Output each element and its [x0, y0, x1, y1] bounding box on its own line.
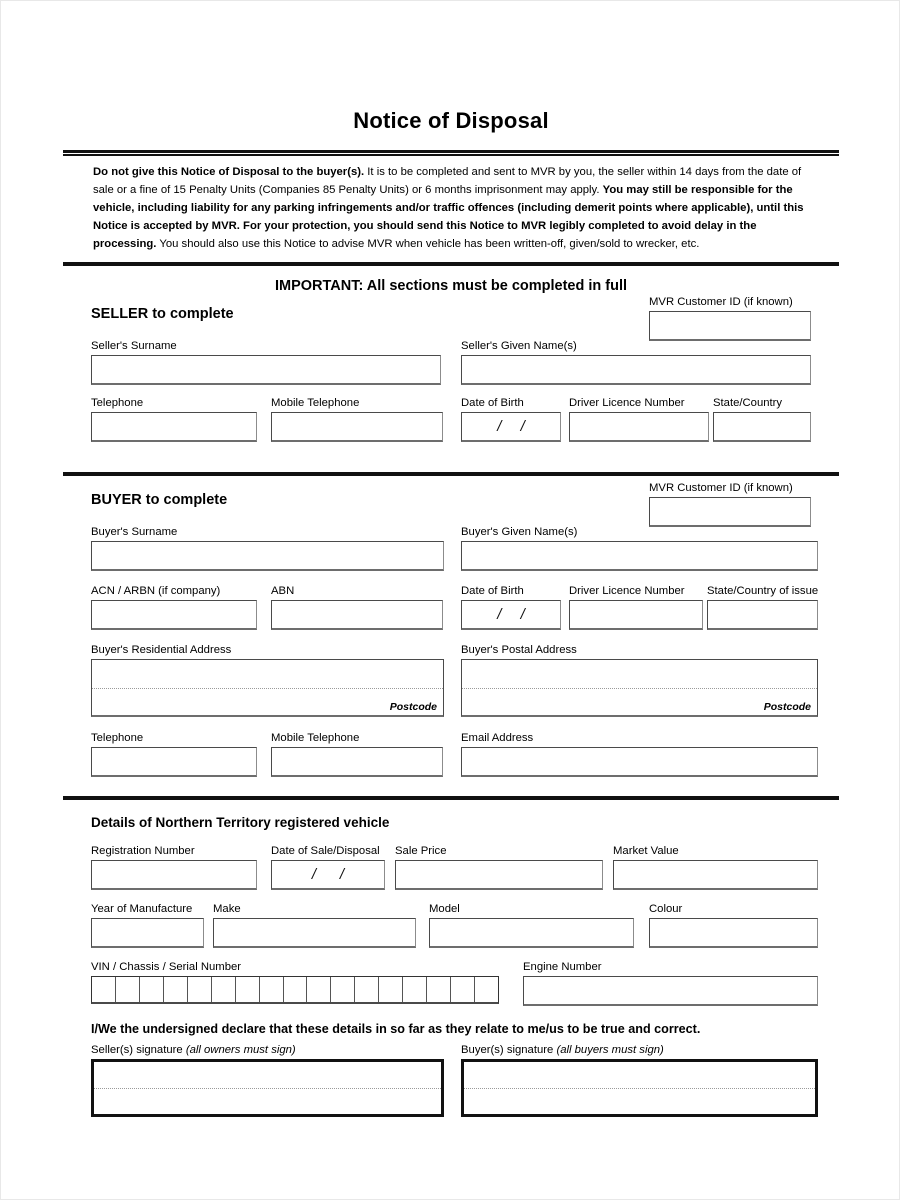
buyer-signature-label-text: Buyer(s) signature	[461, 1044, 557, 1057]
seller-dob-slash-1: /	[497, 418, 502, 436]
seller-signature-note: (all owners must sign)	[185, 1044, 296, 1057]
model-input[interactable]	[429, 918, 634, 948]
seller-given-names-label: Seller's Given Name(s)	[461, 340, 577, 353]
vin-cell[interactable]	[307, 977, 331, 1002]
sale-price-label: Sale Price	[395, 845, 447, 858]
buyer-mobile-field	[271, 732, 443, 777]
buyer-postal-address-label: Buyer's Postal Address	[461, 644, 577, 657]
date-of-sale-field	[271, 845, 385, 890]
buyer-email-input[interactable]	[461, 747, 818, 777]
buyer-state-country-field	[707, 585, 818, 630]
seller-telephone-label: Telephone	[91, 397, 144, 410]
buyer-dob-input[interactable]	[461, 600, 561, 630]
vin-cell[interactable]	[140, 977, 164, 1002]
seller-licence-label: Driver Licence Number	[569, 397, 685, 410]
seller-dob-slashes	[462, 413, 560, 440]
buyer-signature-label	[461, 1044, 818, 1056]
divider-warning-bottom	[63, 262, 839, 266]
registration-number-field	[91, 845, 257, 890]
seller-surname-input[interactable]	[91, 355, 441, 385]
buyer-dob-slash-2: /	[520, 606, 525, 624]
year-of-manufacture-input[interactable]	[91, 918, 204, 948]
buyer-dob-field	[461, 585, 561, 630]
vin-cell[interactable]	[164, 977, 188, 1002]
postal-address-divider	[462, 688, 817, 689]
buyer-signature-divider	[464, 1088, 815, 1089]
seller-mvr-customer-id-label: MVR Customer ID (if known)	[649, 296, 793, 309]
seller-state-country-label: State/Country	[713, 397, 783, 410]
date-of-sale-slashes	[272, 861, 384, 888]
seller-mobile-input[interactable]	[271, 412, 443, 442]
vin-cell[interactable]	[116, 977, 140, 1002]
seller-signature-label	[91, 1044, 444, 1056]
buyer-state-country-input[interactable]	[707, 600, 818, 630]
buyer-residential-address-input[interactable]	[91, 659, 444, 717]
buyer-mvr-customer-id-input[interactable]	[649, 497, 811, 527]
seller-mvr-customer-id-input[interactable]	[649, 311, 811, 341]
date-of-sale-input[interactable]	[271, 860, 385, 890]
vin-cell[interactable]	[379, 977, 403, 1002]
seller-section-heading: SELLER to complete	[91, 306, 234, 323]
model-field	[429, 903, 634, 948]
buyer-residential-address-label: Buyer's Residential Address	[91, 644, 232, 657]
market-value-label: Market Value	[613, 845, 679, 858]
buyer-signature-field	[461, 1044, 818, 1117]
buyer-mvr-customer-id-field	[649, 482, 811, 527]
buyer-postal-address-input[interactable]	[461, 659, 818, 717]
buyer-acn-input[interactable]	[91, 600, 257, 630]
colour-input[interactable]	[649, 918, 818, 948]
seller-state-country-input[interactable]	[713, 412, 811, 442]
seller-given-names-input[interactable]	[461, 355, 811, 385]
date-of-sale-label: Date of Sale/Disposal	[271, 845, 380, 858]
buyer-telephone-label: Telephone	[91, 732, 144, 745]
vin-cell[interactable]	[427, 977, 451, 1002]
seller-mvr-customer-id-field	[649, 296, 811, 341]
seller-signature-box[interactable]	[91, 1059, 444, 1117]
registration-number-input[interactable]	[91, 860, 257, 890]
seller-signature-label-text: Seller(s) signature	[91, 1044, 186, 1057]
buyer-telephone-field	[91, 732, 257, 777]
seller-dob-label: Date of Birth	[461, 397, 524, 410]
vin-cell[interactable]	[188, 977, 212, 1002]
warning-paragraph	[93, 164, 811, 253]
sale-price-field	[395, 845, 603, 890]
declaration-text: I/We the undersigned declare that these details in so far as they relate to me/us to be true and correct.	[91, 1022, 701, 1037]
buyer-dob-label: Date of Birth	[461, 585, 524, 598]
vin-cell[interactable]	[475, 977, 498, 1002]
divider-top	[63, 150, 839, 156]
buyer-signature-box[interactable]	[461, 1059, 818, 1117]
date-of-sale-slash-2: /	[339, 866, 345, 884]
registration-number-label: Registration Number	[91, 845, 195, 858]
buyer-abn-field	[271, 585, 443, 630]
year-of-manufacture-field	[91, 903, 204, 948]
buyer-email-label: Email Address	[461, 732, 534, 745]
seller-dob-input[interactable]	[461, 412, 561, 442]
seller-surname-field	[91, 340, 441, 385]
vin-cell[interactable]	[92, 977, 116, 1002]
buyer-residential-address-field	[91, 644, 444, 717]
vin-cell[interactable]	[331, 977, 355, 1002]
buyer-acn-label: ACN / ARBN (if company)	[91, 585, 221, 598]
buyer-abn-label: ABN	[271, 585, 295, 598]
seller-mobile-field	[271, 397, 443, 442]
vin-cell[interactable]	[236, 977, 260, 1002]
seller-signature-divider	[94, 1088, 441, 1089]
seller-licence-field	[569, 397, 709, 442]
date-of-sale-slash-1: /	[311, 866, 317, 884]
warning-normal-1: It is to be completed and sent to MVR by you, the seller within 14 days from the date of sale or a fine of 15 Penalty Units (Companies 85 Penalty Units) or 6 months imprisonment may apply.	[93, 166, 802, 197]
model-label: Model	[429, 903, 460, 916]
vin-cell[interactable]	[355, 977, 379, 1002]
buyer-given-names-field	[461, 526, 818, 571]
postal-postcode-label: Postcode	[763, 701, 811, 714]
buyer-telephone-input[interactable]	[91, 747, 257, 777]
important-notice: IMPORTANT: All sections must be completed in full	[274, 278, 628, 295]
buyer-licence-field	[569, 585, 703, 630]
vin-cell[interactable]	[284, 977, 308, 1002]
make-field	[213, 903, 416, 948]
seller-dob-field	[461, 397, 561, 442]
make-input[interactable]	[213, 918, 416, 948]
seller-state-country-field	[713, 397, 811, 442]
buyer-signature-note: (all buyers must sign)	[556, 1044, 664, 1057]
seller-telephone-input[interactable]	[91, 412, 257, 442]
buyer-state-country-label: State/Country of issue	[707, 585, 819, 598]
market-value-field	[613, 845, 818, 890]
seller-given-names-field	[461, 340, 811, 385]
seller-mobile-label: Mobile Telephone	[271, 397, 360, 410]
buyer-mobile-input[interactable]	[271, 747, 443, 777]
residential-address-divider	[92, 688, 443, 689]
vin-cell[interactable]	[403, 977, 427, 1002]
buyer-surname-label: Buyer's Surname	[91, 526, 178, 539]
seller-dob-slash-2: /	[520, 418, 525, 436]
residential-postcode-label: Postcode	[389, 701, 437, 714]
vin-field	[91, 961, 499, 1004]
buyer-abn-input[interactable]	[271, 600, 443, 630]
engine-number-field	[523, 961, 818, 1006]
buyer-dob-slashes	[462, 601, 560, 628]
engine-number-label: Engine Number	[523, 961, 602, 974]
year-of-manufacture-label: Year of Manufacture	[91, 903, 193, 916]
page-title: Notice of Disposal	[353, 108, 549, 133]
engine-number-input[interactable]	[523, 976, 818, 1006]
buyer-surname-input[interactable]	[91, 541, 444, 571]
colour-label: Colour	[649, 903, 683, 916]
warning-normal-2: You should also use this Notice to advise MVR when vehicle has been written-off, given/sold to wrecker, etc.	[156, 237, 700, 250]
warning-bold-lead: Do not give this Notice of Disposal to the buyer(s).	[93, 166, 365, 179]
warning-bold-2: You may still be responsible for the vehicle, including liability for any parking infringements and/or traffic offences (including demerit points where applicable), until this Notice is accepted by MVR. For your protection, you should send this Notice to MVR legibly completed to avoid delay in the processing.	[93, 184, 804, 250]
vin-cell[interactable]	[212, 977, 236, 1002]
buyer-mobile-label: Mobile Telephone	[271, 732, 360, 745]
vin-label: VIN / Chassis / Serial Number	[91, 961, 242, 974]
buyer-given-names-label: Buyer's Given Name(s)	[461, 526, 578, 539]
colour-field	[649, 903, 818, 948]
buyer-email-field	[461, 732, 818, 777]
make-label: Make	[213, 903, 241, 916]
vehicle-section-heading: Details of Northern Territory registered vehicle	[91, 815, 390, 831]
vin-character-boxes[interactable]	[91, 976, 499, 1004]
buyer-licence-input[interactable]	[569, 600, 703, 630]
seller-licence-input[interactable]	[569, 412, 709, 442]
buyer-dob-slash-1: /	[497, 606, 502, 624]
seller-telephone-field	[91, 397, 257, 442]
vin-cell[interactable]	[260, 977, 284, 1002]
buyer-section-heading: BUYER to complete	[91, 492, 228, 509]
vin-cell[interactable]	[451, 977, 475, 1002]
buyer-surname-field	[91, 526, 444, 571]
sale-price-input[interactable]	[395, 860, 603, 890]
buyer-postal-address-field	[461, 644, 818, 717]
seller-signature-field	[91, 1044, 444, 1117]
market-value-input[interactable]	[613, 860, 818, 890]
buyer-licence-label: Driver Licence Number	[569, 585, 685, 598]
buyer-acn-field	[91, 585, 257, 630]
buyer-given-names-input[interactable]	[461, 541, 818, 571]
seller-surname-label: Seller's Surname	[91, 340, 177, 353]
buyer-mvr-customer-id-label: MVR Customer ID (if known)	[649, 482, 793, 495]
